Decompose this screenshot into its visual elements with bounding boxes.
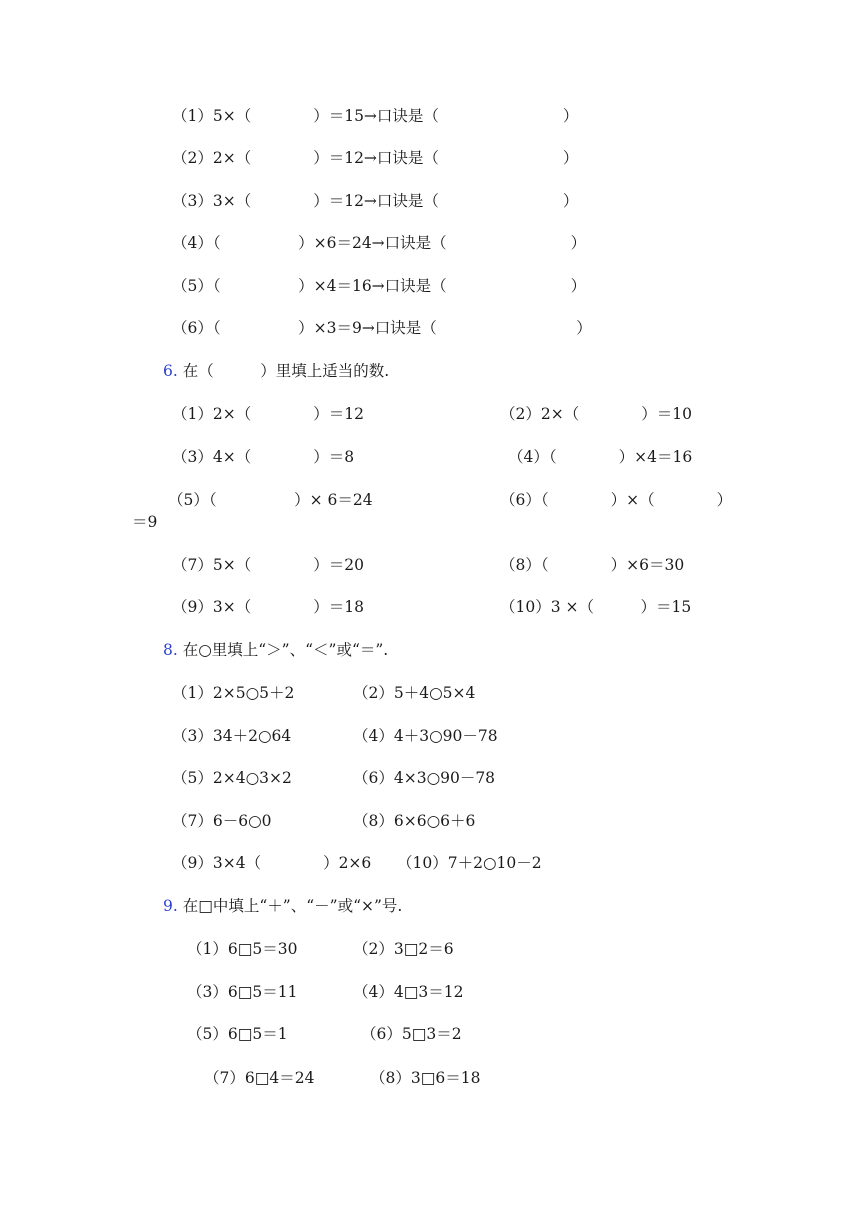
q6-item-6-wrap: ＝9 xyxy=(132,513,158,531)
q8-item-7: （7）6－6○0 xyxy=(172,812,272,830)
q9-number: 9. xyxy=(163,897,178,915)
mnemonic-item-1: （1）5×（ ）＝15→口诀是（ ） xyxy=(172,107,579,125)
q8-item-9: （9）3×4（ ）2×6 xyxy=(172,854,372,872)
q9-item-2: （2）3□2＝6 xyxy=(353,940,454,958)
q9-item-8: （8）3□6＝18 xyxy=(370,1069,481,1087)
q8-item-10: （10）7＋2○10－2 xyxy=(397,854,542,872)
mnemonic-item-6: （6）（ ）×3＝9→口诀是（ ） xyxy=(172,319,592,337)
q6-item-10: （10）3 ×（ ）＝15 xyxy=(500,598,692,616)
q6-number: 6. xyxy=(163,362,178,380)
q6-item-2: （2）2×（ ）＝10 xyxy=(500,405,692,423)
q8-item-5: （5）2×4○3×2 xyxy=(172,769,292,787)
q8-title: 在○里填上“＞”、“＜”或“＝”. xyxy=(182,641,389,659)
q6-item-1: （1）2×（ ）＝12 xyxy=(172,405,364,423)
q6-item-5: （5）（ ）× 6＝24 xyxy=(168,491,373,509)
q6-item-6: （6）（ ）×（ ） xyxy=(500,491,733,509)
q6-item-7: （7）5×（ ）＝20 xyxy=(172,556,364,574)
mnemonic-item-5: （5）（ ）×4＝16→口诀是（ ） xyxy=(172,277,587,295)
q6-heading xyxy=(163,361,389,381)
q6-item-9: （9）3×（ ）＝18 xyxy=(172,598,364,616)
q6-item-8: （8）（ ）×6＝30 xyxy=(500,556,685,574)
q9-heading xyxy=(163,896,402,916)
q8-number: 8. xyxy=(163,641,178,659)
q9-item-6: （6）5□3＝2 xyxy=(361,1025,462,1043)
q8-item-2: （2）5＋4○5×4 xyxy=(353,684,476,702)
mnemonic-item-4: （4）（ ）×6＝24→口诀是（ ） xyxy=(172,234,587,252)
mnemonic-item-3: （3）3×（ ）＝12→口诀是（ ） xyxy=(172,192,579,210)
q9-item-3: （3）6□5＝11 xyxy=(187,983,298,1001)
q8-item-8: （8）6×6○6＋6 xyxy=(353,812,476,830)
q8-item-6: （6）4×3○90－78 xyxy=(353,769,496,787)
q8-item-1: （1）2×5○5＋2 xyxy=(172,684,295,702)
q8-item-4: （4）4＋3○90－78 xyxy=(353,727,498,745)
mnemonic-item-2: （2）2×（ ）＝12→口诀是（ ） xyxy=(172,149,579,167)
q8-item-3: （3）34＋2○64 xyxy=(172,727,292,745)
q9-item-7: （7）6□4＝24 xyxy=(204,1069,315,1087)
q9-item-4: （4）4□3＝12 xyxy=(353,983,464,1001)
q9-title: 在□中填上“＋”、“－”或“×”号. xyxy=(182,897,403,915)
q6-item-3: （3）4×（ ）＝8 xyxy=(172,448,355,466)
q9-item-5: （5）6□5＝1 xyxy=(187,1025,288,1043)
q9-item-1: （1）6□5＝30 xyxy=(187,940,298,958)
q6-item-4: （4）（ ）×4＝16 xyxy=(508,448,693,466)
q8-heading xyxy=(163,640,388,660)
q6-title: 在（ ）里填上适当的数. xyxy=(182,362,390,380)
